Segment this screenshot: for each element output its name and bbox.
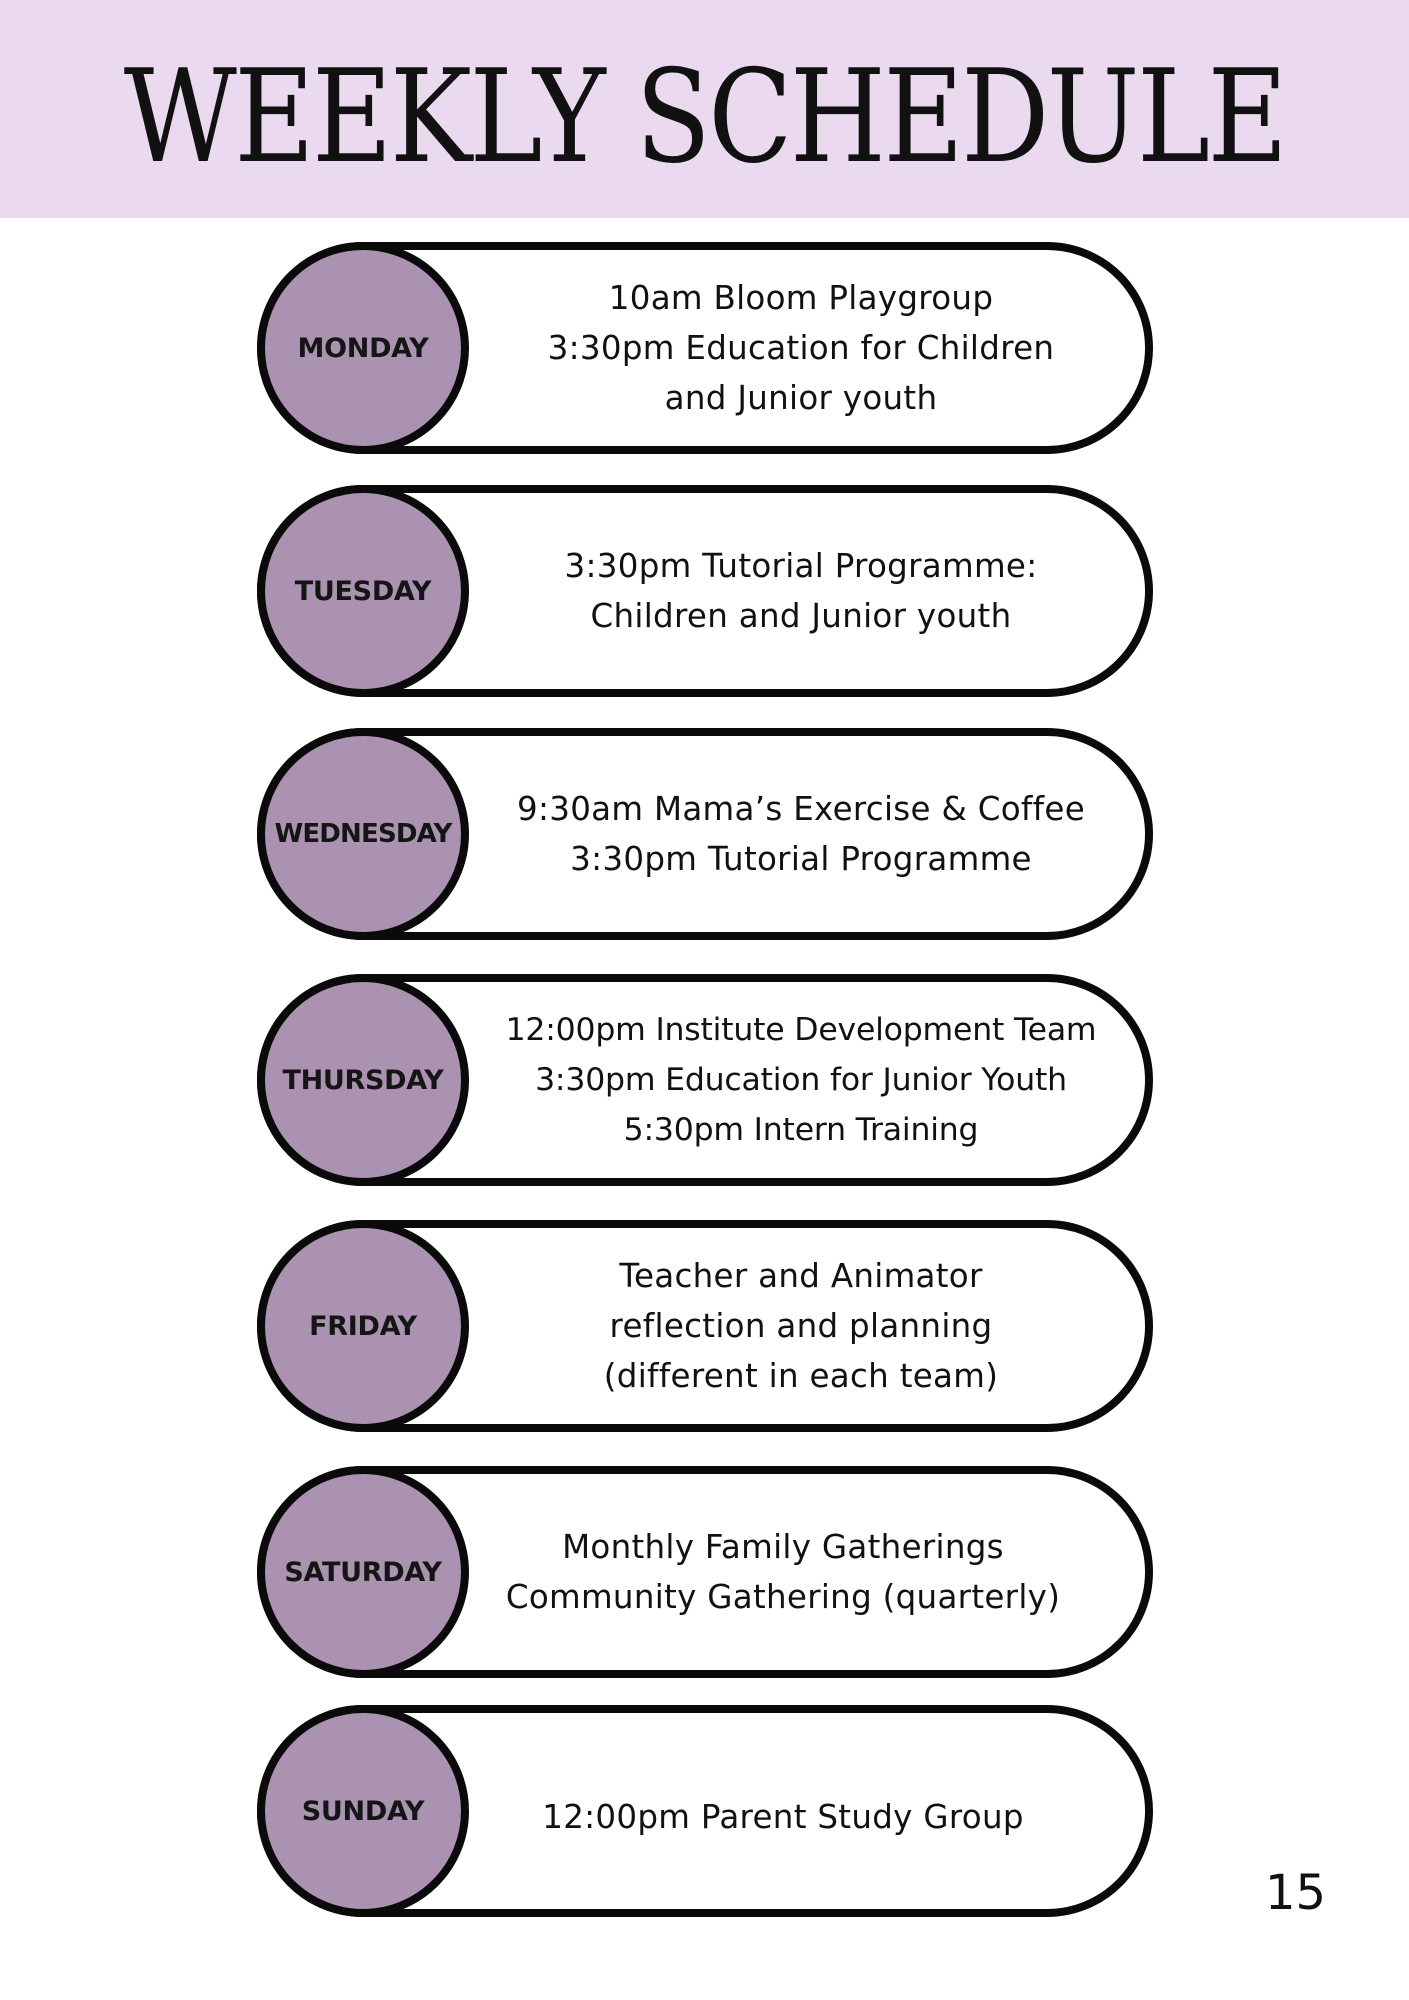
day-label: SUNDAY: [301, 1795, 425, 1827]
event-line: 10am Bloom Playgroup: [608, 279, 994, 317]
day-circle: [257, 242, 469, 454]
events-list: [447, 1711, 1119, 1923]
schedule-row-sunday: [257, 1705, 1153, 1917]
events-list: [447, 1466, 1119, 1678]
day-circle: [257, 485, 469, 697]
day-label: TUESDAY: [294, 575, 432, 607]
event-line: 5:30pm Intern Training: [623, 1112, 979, 1148]
schedule-row-thursday: [257, 974, 1153, 1186]
day-label: WEDNESDAY: [274, 819, 452, 849]
event-line: 9:30am Mama’s Exercise & Coffee: [516, 790, 1085, 828]
event-line: 3:30pm Tutorial Programme: [570, 840, 1032, 878]
events-list: [465, 242, 1137, 454]
day-label: SATURDAY: [284, 1556, 442, 1588]
schedule-row-monday: [257, 242, 1153, 454]
event-line: and Junior youth: [664, 379, 938, 417]
events-list: [465, 1220, 1137, 1432]
schedule-row-tuesday: [257, 485, 1153, 697]
day-label: THURSDAY: [282, 1064, 444, 1096]
event-line: Children and Junior youth: [590, 597, 1012, 635]
schedule-row-wednesday: [257, 728, 1153, 940]
event-line: 12:00pm Institute Development Team: [505, 1012, 1097, 1048]
day-circle: [257, 974, 469, 1186]
event-line: reflection and planning: [609, 1307, 993, 1345]
page-title: WEEKLY SCHEDULE: [123, 43, 1286, 192]
event-line: 3:30pm Education for Junior Youth: [535, 1062, 1067, 1098]
events-list: [465, 728, 1137, 940]
event-line: 3:30pm Education for Children: [547, 329, 1055, 367]
day-label: FRIDAY: [309, 1310, 417, 1342]
day-circle: [257, 728, 469, 940]
day-circle: [257, 1220, 469, 1432]
events-list: [465, 974, 1137, 1186]
day-circle: [257, 1466, 469, 1678]
event-line: 3:30pm Tutorial Programme:: [564, 547, 1038, 585]
event-line: Monthly Family Gatherings: [562, 1528, 1004, 1566]
page-number: 15: [1265, 1865, 1327, 1921]
day-label: MONDAY: [297, 332, 429, 364]
day-circle: [257, 1705, 469, 1917]
schedule-row-friday: [257, 1220, 1153, 1432]
events-list: [465, 485, 1137, 697]
event-line: 12:00pm Parent Study Group: [542, 1798, 1024, 1836]
event-line: (different in each team): [603, 1357, 999, 1395]
event-line: Teacher and Animator: [619, 1257, 983, 1295]
event-line: Community Gathering (quarterly): [505, 1578, 1061, 1616]
schedule-row-saturday: [257, 1466, 1153, 1678]
